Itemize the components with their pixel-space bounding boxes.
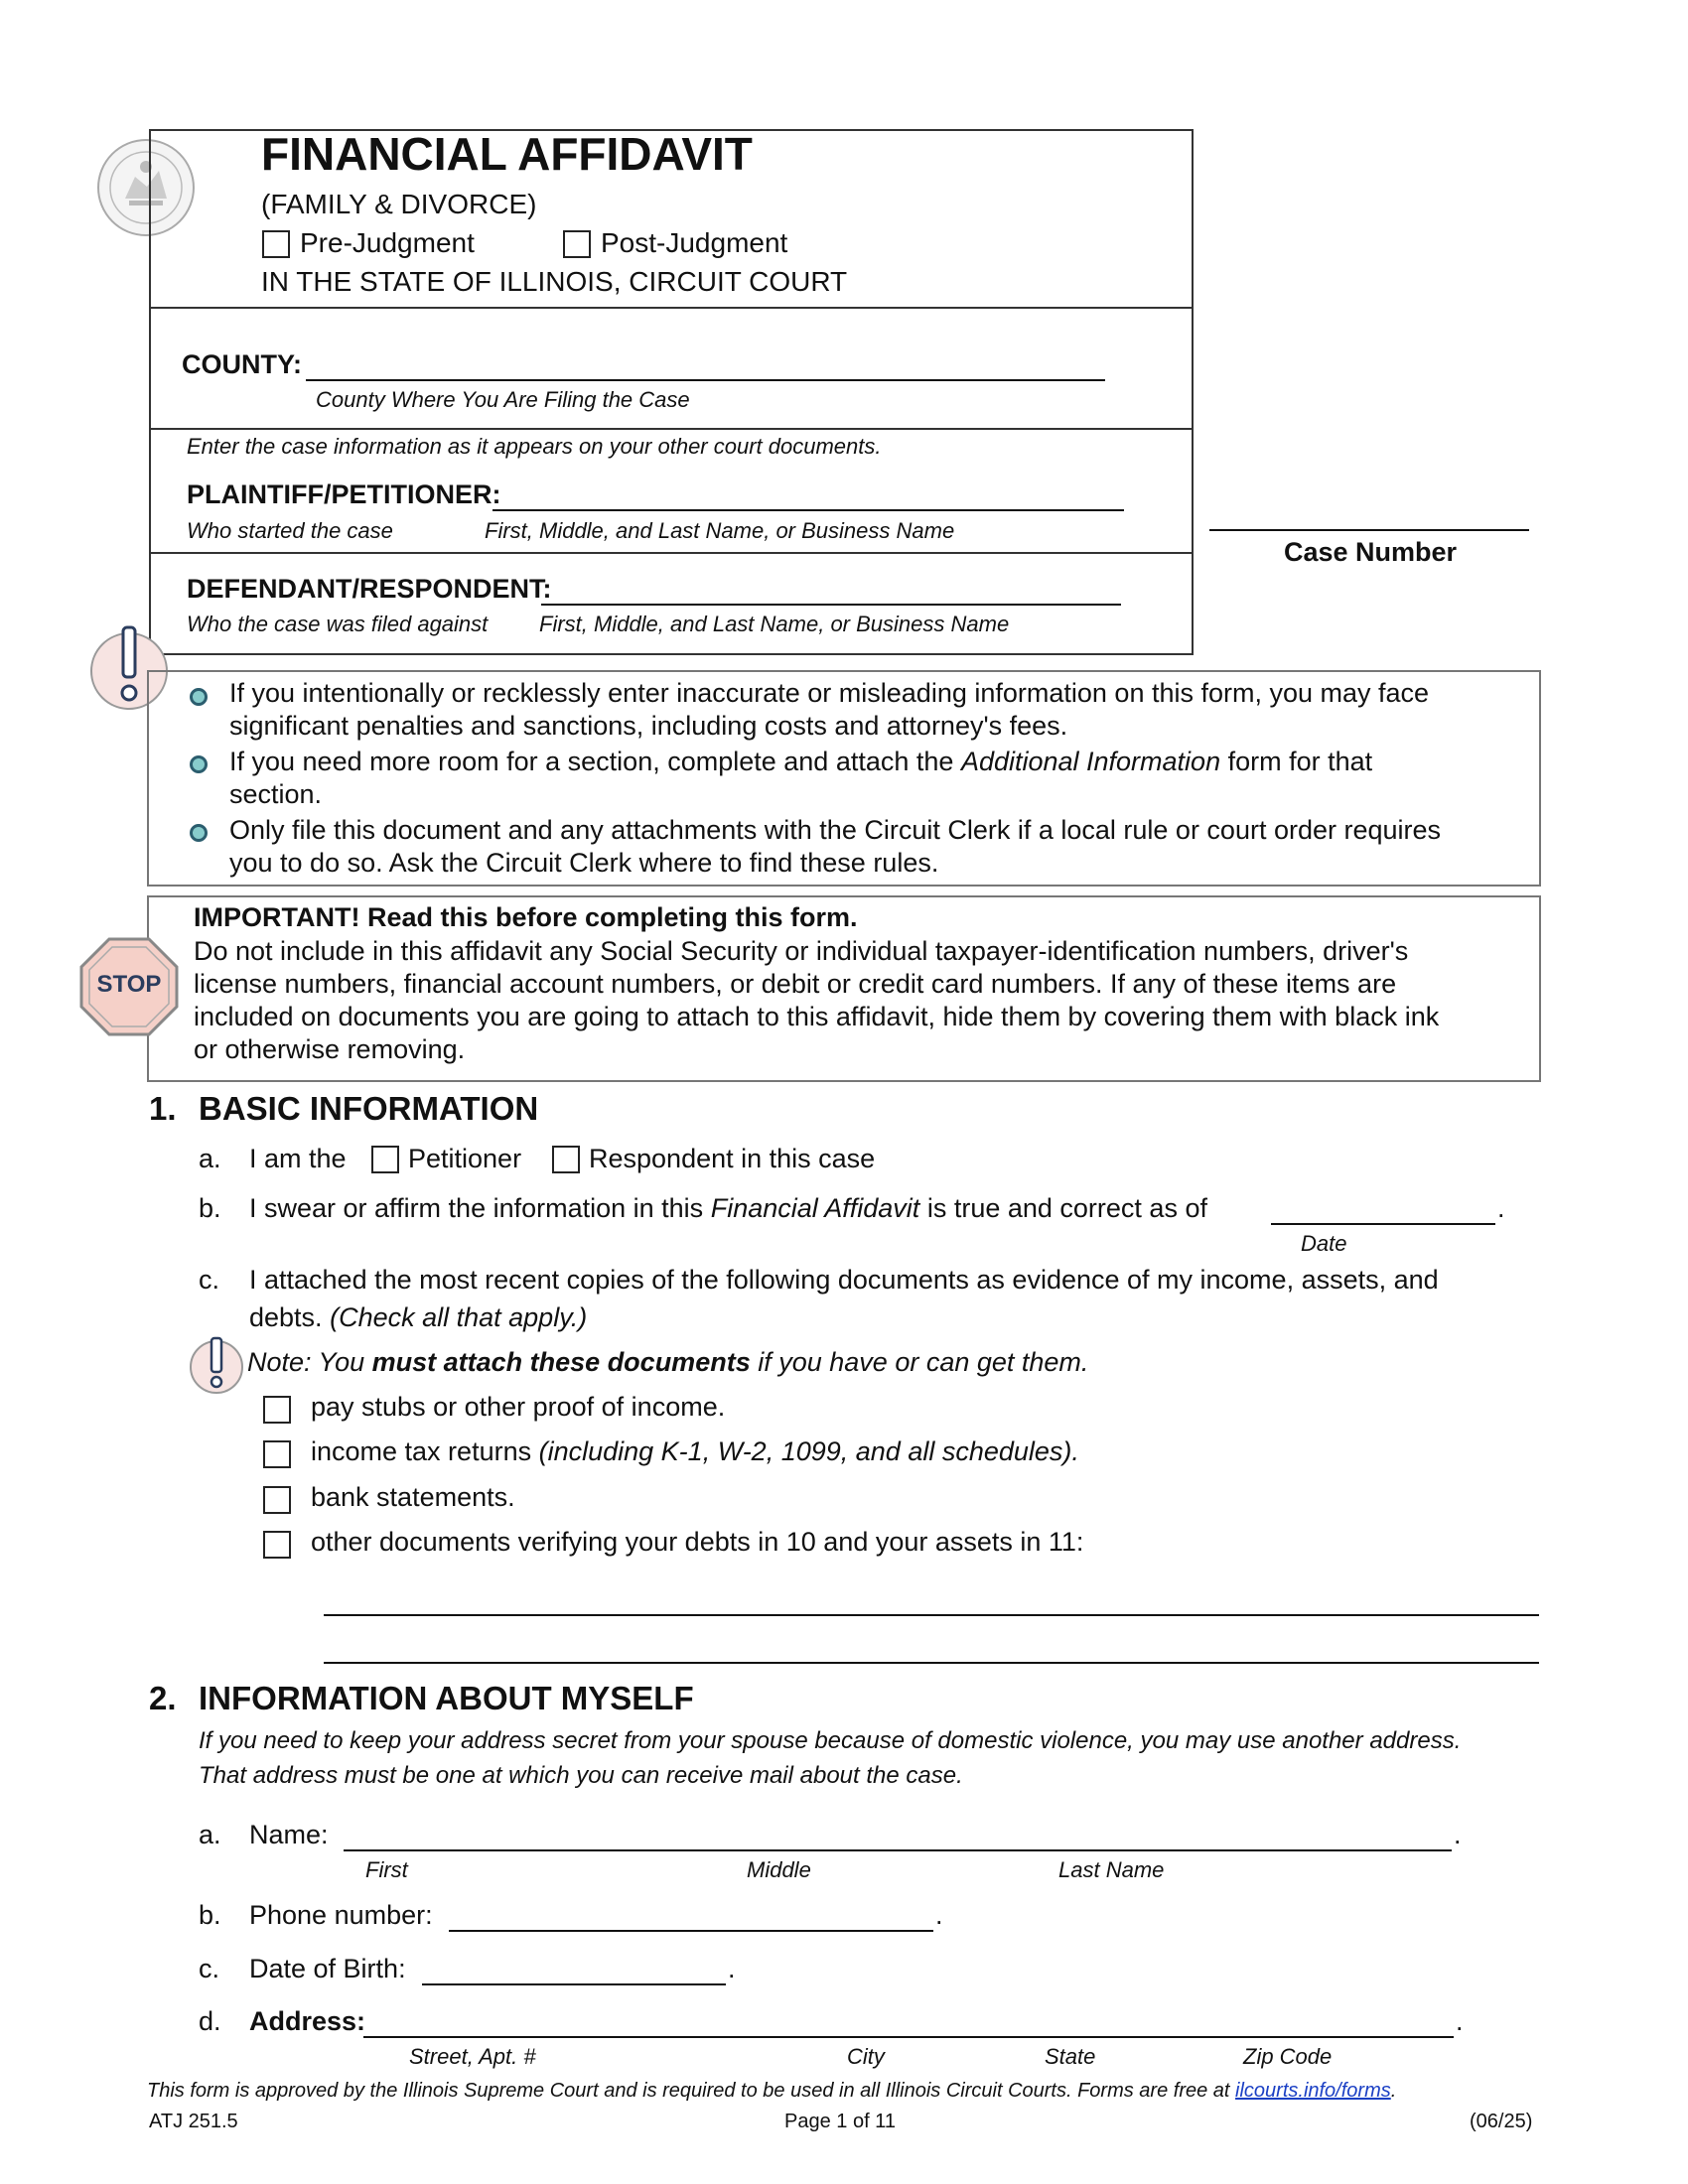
section-intro: If you need to keep your address secret from your spouse because of domestic violence, you may use another address. [199,1727,1462,1754]
county-label: COUNTY: [182,349,302,379]
address-input[interactable] [363,2036,1454,2038]
warning-text: significant penalties and sanctions, including costs and attorney's fees. [229,711,1068,741]
case-number-label: Case Number [1284,537,1458,567]
additional-info-form-name: Additional Information [960,747,1221,776]
warning-text: section. [229,779,323,809]
court-label: IN THE STATE OF ILLINOIS, CIRCUIT COURT [261,266,848,297]
exclamation-icon [187,1335,246,1397]
item-letter: c. [199,1265,220,1295]
affirm-date-input[interactable] [1271,1223,1495,1225]
form-date: (06/25) [1470,2111,1533,2132]
bank-statements-label: bank statements. [311,1482,515,1512]
section-intro: That address must be one at which you can receive mail about the case. [199,1762,963,1789]
other-documents-input[interactable] [324,1662,1539,1664]
stop-label: STOP [96,971,162,998]
pay-stubs-checkbox[interactable] [263,1396,291,1424]
other-documents-input[interactable] [324,1614,1539,1616]
section-title: INFORMATION ABOUT MYSELF [199,1680,694,1716]
defendant-input[interactable] [541,604,1121,606]
defendant-hint: Who the case was filed against [187,612,489,636]
tax-returns-label: income tax returns (including K-1, W-2, 1099, and all schedules). [311,1436,1079,1466]
street-hint: Street, Apt. # [409,2044,536,2069]
plaintiff-input[interactable] [492,509,1124,511]
petitioner-checkbox[interactable] [371,1146,399,1173]
case-number-input[interactable] [1209,529,1529,531]
dob-input[interactable] [422,1983,726,1985]
warning-text: If you need more room for a section, complete and attach the Additional Information form for that [229,747,1373,776]
item-letter: b. [199,1900,221,1930]
case-info-note: Enter the case information as it appears on your other court documents. [187,434,882,459]
respondent-label: Respondent in this case [589,1144,876,1173]
pre-judgment-checkbox[interactable] [262,230,290,258]
petitioner-label: Petitioner [408,1144,522,1173]
respondent-checkbox[interactable] [552,1146,580,1173]
item-letter: a. [199,1144,221,1173]
affidavit-name: Financial Affidavit [710,1193,920,1223]
county-hint: County Where You Are Filing the Case [316,387,690,412]
form-id: ATJ 251.5 [149,2111,238,2132]
last-name-hint: Last Name [1058,1857,1165,1882]
plaintiff-label: PLAINTIFF/PETITIONER: [187,479,501,509]
plaintiff-hint: Who started the case [187,518,393,543]
important-text: included on documents you are going to attach to this affidavit, hide them by covering them with black ink [194,1002,1440,1031]
warning-text: you to do so. Ask the Circuit Clerk where to find these rules. [229,848,939,878]
section-number: 1. [149,1090,177,1127]
header-divider [149,552,1194,554]
page-title: FINANCIAL AFFIDAVIT [261,128,753,180]
period: . [1497,1193,1505,1223]
warning-text: If you intentionally or recklessly enter inaccurate or misleading information on this form, you may face [229,678,1430,708]
pre-judgment-label: Pre-Judgment [300,227,475,258]
period: . [1456,2006,1464,2036]
period: . [728,1954,736,1983]
item-letter: c. [199,1954,220,1983]
city-hint: City [847,2044,885,2069]
documents-intro: I attached the most recent copies of the following documents as evidence of my income, assets, and [249,1265,1439,1295]
phone-input[interactable] [449,1930,933,1932]
affirm-text: I swear or affirm the information in this Financial Affidavit is true and correct as of [249,1193,1207,1223]
item-letter: b. [199,1193,221,1223]
post-judgment-label: Post-Judgment [601,227,788,258]
section-number: 2. [149,1680,177,1716]
important-text: or otherwise removing. [194,1034,466,1064]
bullet-icon [190,824,208,842]
other-documents-label: other documents verifying your debts in 10 and your assets in 11: [311,1527,1084,1557]
tax-returns-checkbox[interactable] [263,1440,291,1468]
pay-stubs-label: pay stubs or other proof of income. [311,1392,726,1422]
post-judgment-checkbox[interactable] [563,230,591,258]
footer-approval: This form is approved by the Illinois Supreme Court and is required to be used in all Illinois Circuit Courts. Forms are free at ilcourts.info/forms. [147,2080,1397,2102]
name-label: Name: [249,1820,329,1849]
header-divider [149,428,1194,430]
address-label: Address: [249,2006,366,2036]
defendant-label: DEFENDANT/RESPONDENT: [187,574,552,604]
role-prompt: I am the [249,1144,347,1173]
important-text: license numbers, financial account numbers, or debit or credit card numbers. If any of these items are [194,969,1397,999]
important-heading: IMPORTANT! Read this before completing this form. [194,902,858,932]
item-letter: a. [199,1820,221,1849]
documents-intro: debts. (Check all that apply.) [249,1302,588,1332]
defendant-name-hint: First, Middle, and Last Name, or Business Name [539,612,1010,636]
bullet-icon [190,688,208,706]
state-hint: State [1045,2044,1096,2069]
phone-label: Phone number: [249,1900,433,1930]
important-text: Do not include in this affidavit any Social Security or individual taxpayer-identification numbers, driver's [194,936,1409,966]
other-documents-checkbox[interactable] [263,1531,291,1559]
dob-label: Date of Birth: [249,1954,406,1983]
zip-hint: Zip Code [1243,2044,1333,2069]
forms-link[interactable]: ilcourts.info/forms [1235,2080,1391,2102]
period: . [935,1900,943,1930]
section-title: BASIC INFORMATION [199,1090,539,1127]
item-letter: d. [199,2006,221,2036]
county-input[interactable] [306,379,1105,381]
middle-name-hint: Middle [747,1857,811,1882]
name-input[interactable] [344,1849,1452,1851]
plaintiff-name-hint: First, Middle, and Last Name, or Business Name [485,518,955,543]
bank-statements-checkbox[interactable] [263,1486,291,1514]
bullet-icon [190,755,208,773]
date-hint: Date [1301,1231,1347,1256]
first-name-hint: First [365,1857,408,1882]
attach-note: Note: You must attach these documents if you have or can get them. [247,1347,1089,1377]
page-number: Page 1 of 11 [784,2111,896,2132]
period: . [1454,1820,1462,1849]
warning-text: Only file this document and any attachments with the Circuit Clerk if a local rule or court order requires [229,815,1442,845]
form-subtitle: (FAMILY & DIVORCE) [261,189,537,219]
header-divider [149,307,1194,309]
